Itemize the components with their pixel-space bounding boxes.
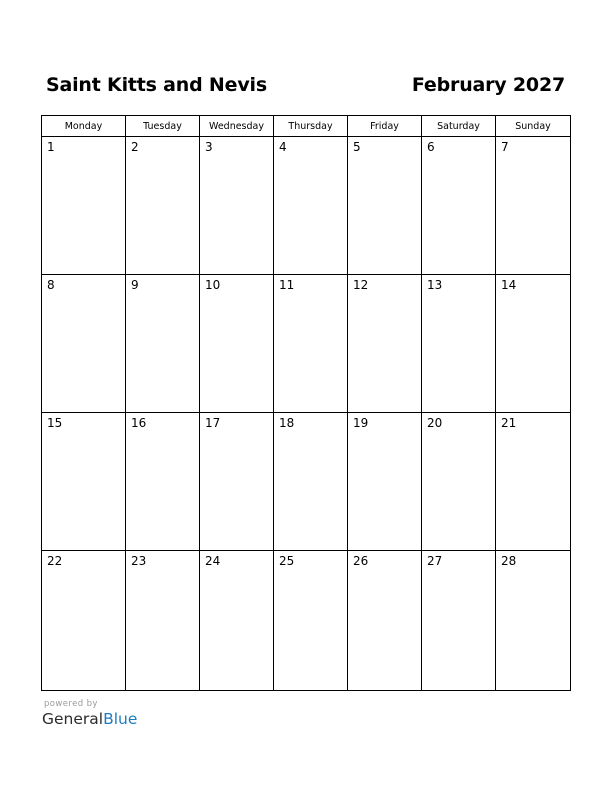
day-number: 20	[427, 416, 443, 430]
day-cell	[200, 413, 274, 551]
day-number: 19	[353, 416, 369, 430]
weekday-friday: Friday	[348, 116, 422, 136]
day-cell	[42, 137, 126, 275]
day-number: 11	[279, 278, 295, 292]
day-number: 7	[501, 140, 509, 154]
calendar-header	[41, 72, 570, 98]
day-number: 13	[427, 278, 443, 292]
day-cell	[348, 413, 422, 551]
day-cell	[126, 413, 200, 551]
day-number: 28	[501, 554, 517, 568]
day-number: 17	[205, 416, 221, 430]
weekday-thursday: Thursday	[274, 116, 348, 136]
day-number: 18	[279, 416, 295, 430]
day-cell	[126, 551, 200, 690]
day-number: 24	[205, 554, 221, 568]
day-cell	[348, 551, 422, 690]
day-number: 6	[427, 140, 435, 154]
day-number: 14	[501, 278, 517, 292]
day-number: 16	[131, 416, 147, 430]
day-cell	[126, 137, 200, 275]
day-number: 9	[131, 278, 139, 292]
day-cell	[496, 551, 570, 690]
day-cell	[422, 551, 496, 690]
day-cell	[496, 275, 570, 413]
day-number: 22	[47, 554, 63, 568]
day-cell	[200, 551, 274, 690]
day-number: 5	[353, 140, 361, 154]
day-cell	[200, 275, 274, 413]
day-cell	[274, 137, 348, 275]
day-number: 8	[47, 278, 55, 292]
weekday-header-row	[42, 116, 570, 137]
weekday-tuesday: Tuesday	[126, 116, 200, 136]
day-number: 27	[427, 554, 443, 568]
day-cell	[422, 275, 496, 413]
day-cell	[348, 137, 422, 275]
day-number: 10	[205, 278, 221, 292]
day-cell	[42, 551, 126, 690]
day-cell	[422, 137, 496, 275]
day-cell	[126, 275, 200, 413]
month-year-title: February 2027	[411, 74, 565, 96]
weekday-wednesday: Wednesday	[200, 116, 274, 136]
weekday-sunday: Sunday	[515, 120, 551, 132]
day-number: 2	[131, 140, 139, 154]
day-cell	[348, 275, 422, 413]
day-cell	[274, 413, 348, 551]
generalblue-logo[interactable]	[42, 709, 137, 729]
day-number: 23	[131, 554, 147, 568]
weeks-grid	[42, 137, 570, 690]
day-cell	[42, 275, 126, 413]
day-number: 21	[501, 416, 517, 430]
logo-general-text: General	[42, 710, 104, 728]
logo-blue-text: Blue	[103, 710, 138, 728]
calendar-grid	[41, 115, 571, 691]
generalblue-branding[interactable]	[42, 699, 137, 729]
day-number: 25	[279, 554, 295, 568]
day-cell	[274, 551, 348, 690]
weekday-saturday: Saturday	[422, 116, 496, 136]
day-cell	[42, 413, 126, 551]
day-cell	[422, 413, 496, 551]
day-number: 1	[47, 140, 55, 154]
day-number: 15	[47, 416, 63, 430]
country-title: Saint Kitts and Nevis	[46, 74, 267, 96]
day-cell	[274, 275, 348, 413]
day-number: 26	[353, 554, 369, 568]
day-cell	[496, 413, 570, 551]
weekday-monday: Monday	[42, 116, 126, 136]
day-cell	[200, 137, 274, 275]
day-cell	[496, 137, 570, 275]
powered-by-text: powered by	[44, 699, 98, 709]
day-number: 3	[205, 140, 213, 154]
day-number: 12	[353, 278, 369, 292]
day-number: 4	[279, 140, 287, 154]
